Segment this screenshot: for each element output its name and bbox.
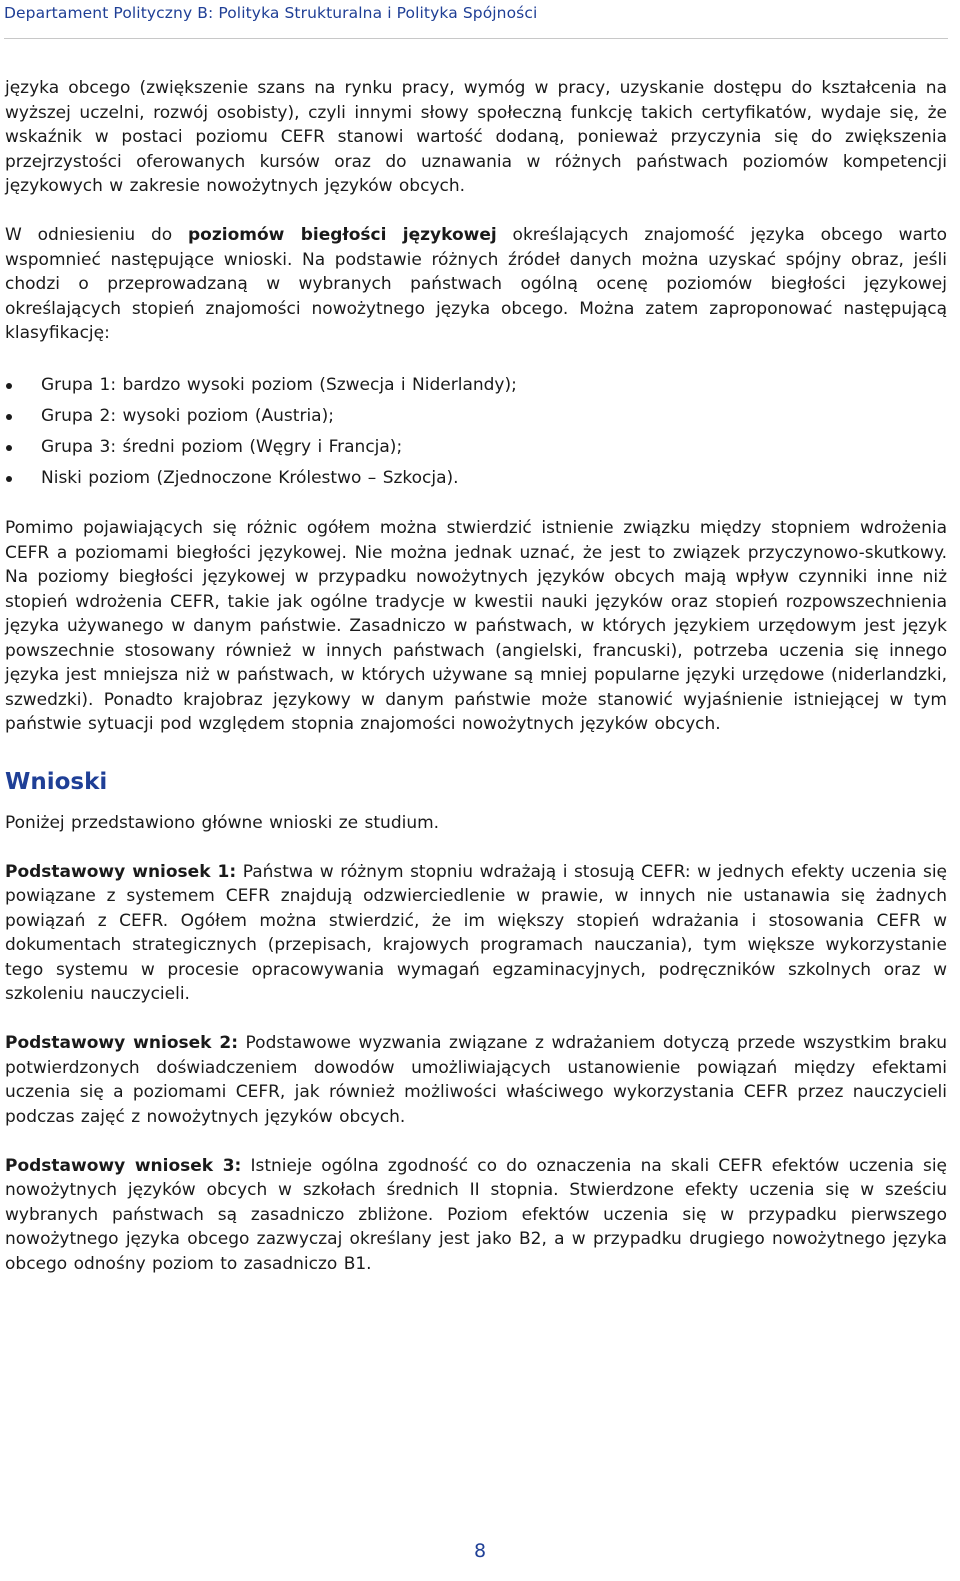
conclusion-3 xyxy=(5,1154,947,1277)
list-item-text: Grupa 2: wysoki poziom (Austria); xyxy=(41,406,334,426)
header-divider xyxy=(4,38,948,39)
paragraph-relationship: Pomimo pojawiających się różnic ogółem można stwierdzić istnienie związku między stopniem wdrożenia CEFR a poziomami biegłości językowej. Nie można jednak uznać, że jest to związek przyczynowo-skutkowy. Na poziomy biegłości językowej w przypadku nowożytnych języków obcych mają wpływ czynniki inne niż stopień wdrożenia CEFR, takie jak ogólne tradycje w kwestii nauki języków oraz stopień rozpowszechnienia języka używanego w danym państwie. Zasadniczo w państwach, w których językiem urzędowym jest język powszechnie stosowany również w innych państwach (angielski, francuski), potrzeba uczenia się innego języka jest mniejsza niż w państwach, w których używane są mniej popularne języki urzędowe (niderlandzki, szwedzki). Ponadto krajobraz językowy w danym państwie może stanowić wyjaśnienie istniejącej w tym państwie sytuacji pod względem stopnia znajomości nowożytnych języków obcych. xyxy=(5,518,947,734)
list-item xyxy=(5,401,947,432)
list-item xyxy=(5,370,947,401)
section-heading-wnioski: Wnioski xyxy=(5,768,108,795)
section-intro: Poniżej przedstawiono główne wnioski ze studium. xyxy=(5,812,440,833)
list-item-text: Grupa 3: średni poziom (Węgry i Francja); xyxy=(41,437,403,457)
bullet-icon xyxy=(6,476,12,482)
conclusion-text: Istnieje ogólna zgodność co do oznaczenia na skali CEFR efektów uczenia się nowożytnych języków obcych w szkołach średnich II stopnia. Stwierdzone efekty uczenia się w sześciu wybranych państwach są zasadniczo zbliżone. Poziom efektów uczenia się w przypadku pierwszego nowożytnego języka obcego zazwyczaj określany jest jako B2, a w przypadku drugiego nowożytnego języka obcego odnośny poziom to zasadniczo B1. xyxy=(5,1155,948,1274)
paragraph-cefr-value: języka obcego (zwiększenie szans na rynku pracy, wymóg w pracy, uzyskanie dostępu do kształcenia na wyższej uczelni, rozwój osobisty), czyli innymi słowy społeczną funkcję takich certyfikatów, wydaje się, że wskaźnik w postaci poziomu CEFR stanowi wartość dodaną, ponieważ przyczynia się do zwiększenia przejrzystości oferowanych kursów oraz do uznawania w różnych państwach poziomów kompetencji językowych w zakresie nowożytnych języków obcych. xyxy=(5,78,947,196)
conclusion-text: Podstawowe wyzwania związane z wdrażaniem dotyczą przede wszystkim braku potwierdzonych doświadczeniem dowodów umożliwiających ustanowienie powiązań między efektami uczenia się a poziomami CEFR, jak również możliwości właściwego wykorzystania CEFR przez nauczycieli podczas zajęć z nowożytnych języków obcych. xyxy=(5,1033,947,1127)
classification-list xyxy=(5,370,947,494)
list-item xyxy=(5,463,947,494)
bullet-icon xyxy=(6,383,12,389)
conclusion-text: Państwa w różnym stopniu wdrażają i stosują CEFR: w jednych efekty uczenia się powiązane z systemem CEFR znajdują odzwierciedlenie w prawie, w innych nie ustanawia się żadnych powiązań z CEFR. Ogółem można stwierdzić, że im większy stopień wdrażania i stosowania CEFR w dokumentach strategicznych (przepisach, krajowych programach nauczania), tym większe wykorzystanie tego systemu w procesie opracowywania wymagań egzaminacyjnych, podręczników szkolnych oraz w szkoleniu nauczycieli. xyxy=(5,861,947,1004)
list-item xyxy=(5,432,947,463)
bold-term: poziomów biegłości językowej xyxy=(188,225,497,245)
paragraph-proficiency-levels xyxy=(5,223,947,346)
conclusion-label: Podstawowy wniosek 1: xyxy=(5,861,237,882)
conclusion-label: Podstawowy wniosek 3: xyxy=(5,1155,242,1176)
paragraph-text: W odniesieniu do xyxy=(5,225,188,245)
list-item-text: Niski poziom (Zjednoczone Królestwo – Szkocja). xyxy=(41,468,459,488)
list-item-text: Grupa 1: bardzo wysoki poziom (Szwecja i Niderlandy); xyxy=(41,375,517,395)
page-number: 8 xyxy=(473,1540,487,1562)
bullet-icon xyxy=(6,414,12,420)
document-body xyxy=(5,76,947,1301)
conclusion-2 xyxy=(5,1031,947,1129)
paragraph-text: określających znajomość języka obcego warto wspomnieć następujące wnioski. Na podstawie różnych źródeł danych można uzyskać spójny obraz, jeśli chodzi o przeprowadzaną w wybranych państwach ogólną ocenę poziomów biegłości językowej określających stopień znajomości nowożytnego języka obcego. Można zatem zaproponować następującą klasyfikację: xyxy=(5,225,948,343)
running-header: Departament Polityczny B: Polityka Strukturalna i Polityka Spójności xyxy=(4,4,538,22)
conclusion-label: Podstawowy wniosek 2: xyxy=(5,1033,239,1053)
conclusion-1 xyxy=(5,860,947,1007)
bullet-icon xyxy=(6,445,12,451)
